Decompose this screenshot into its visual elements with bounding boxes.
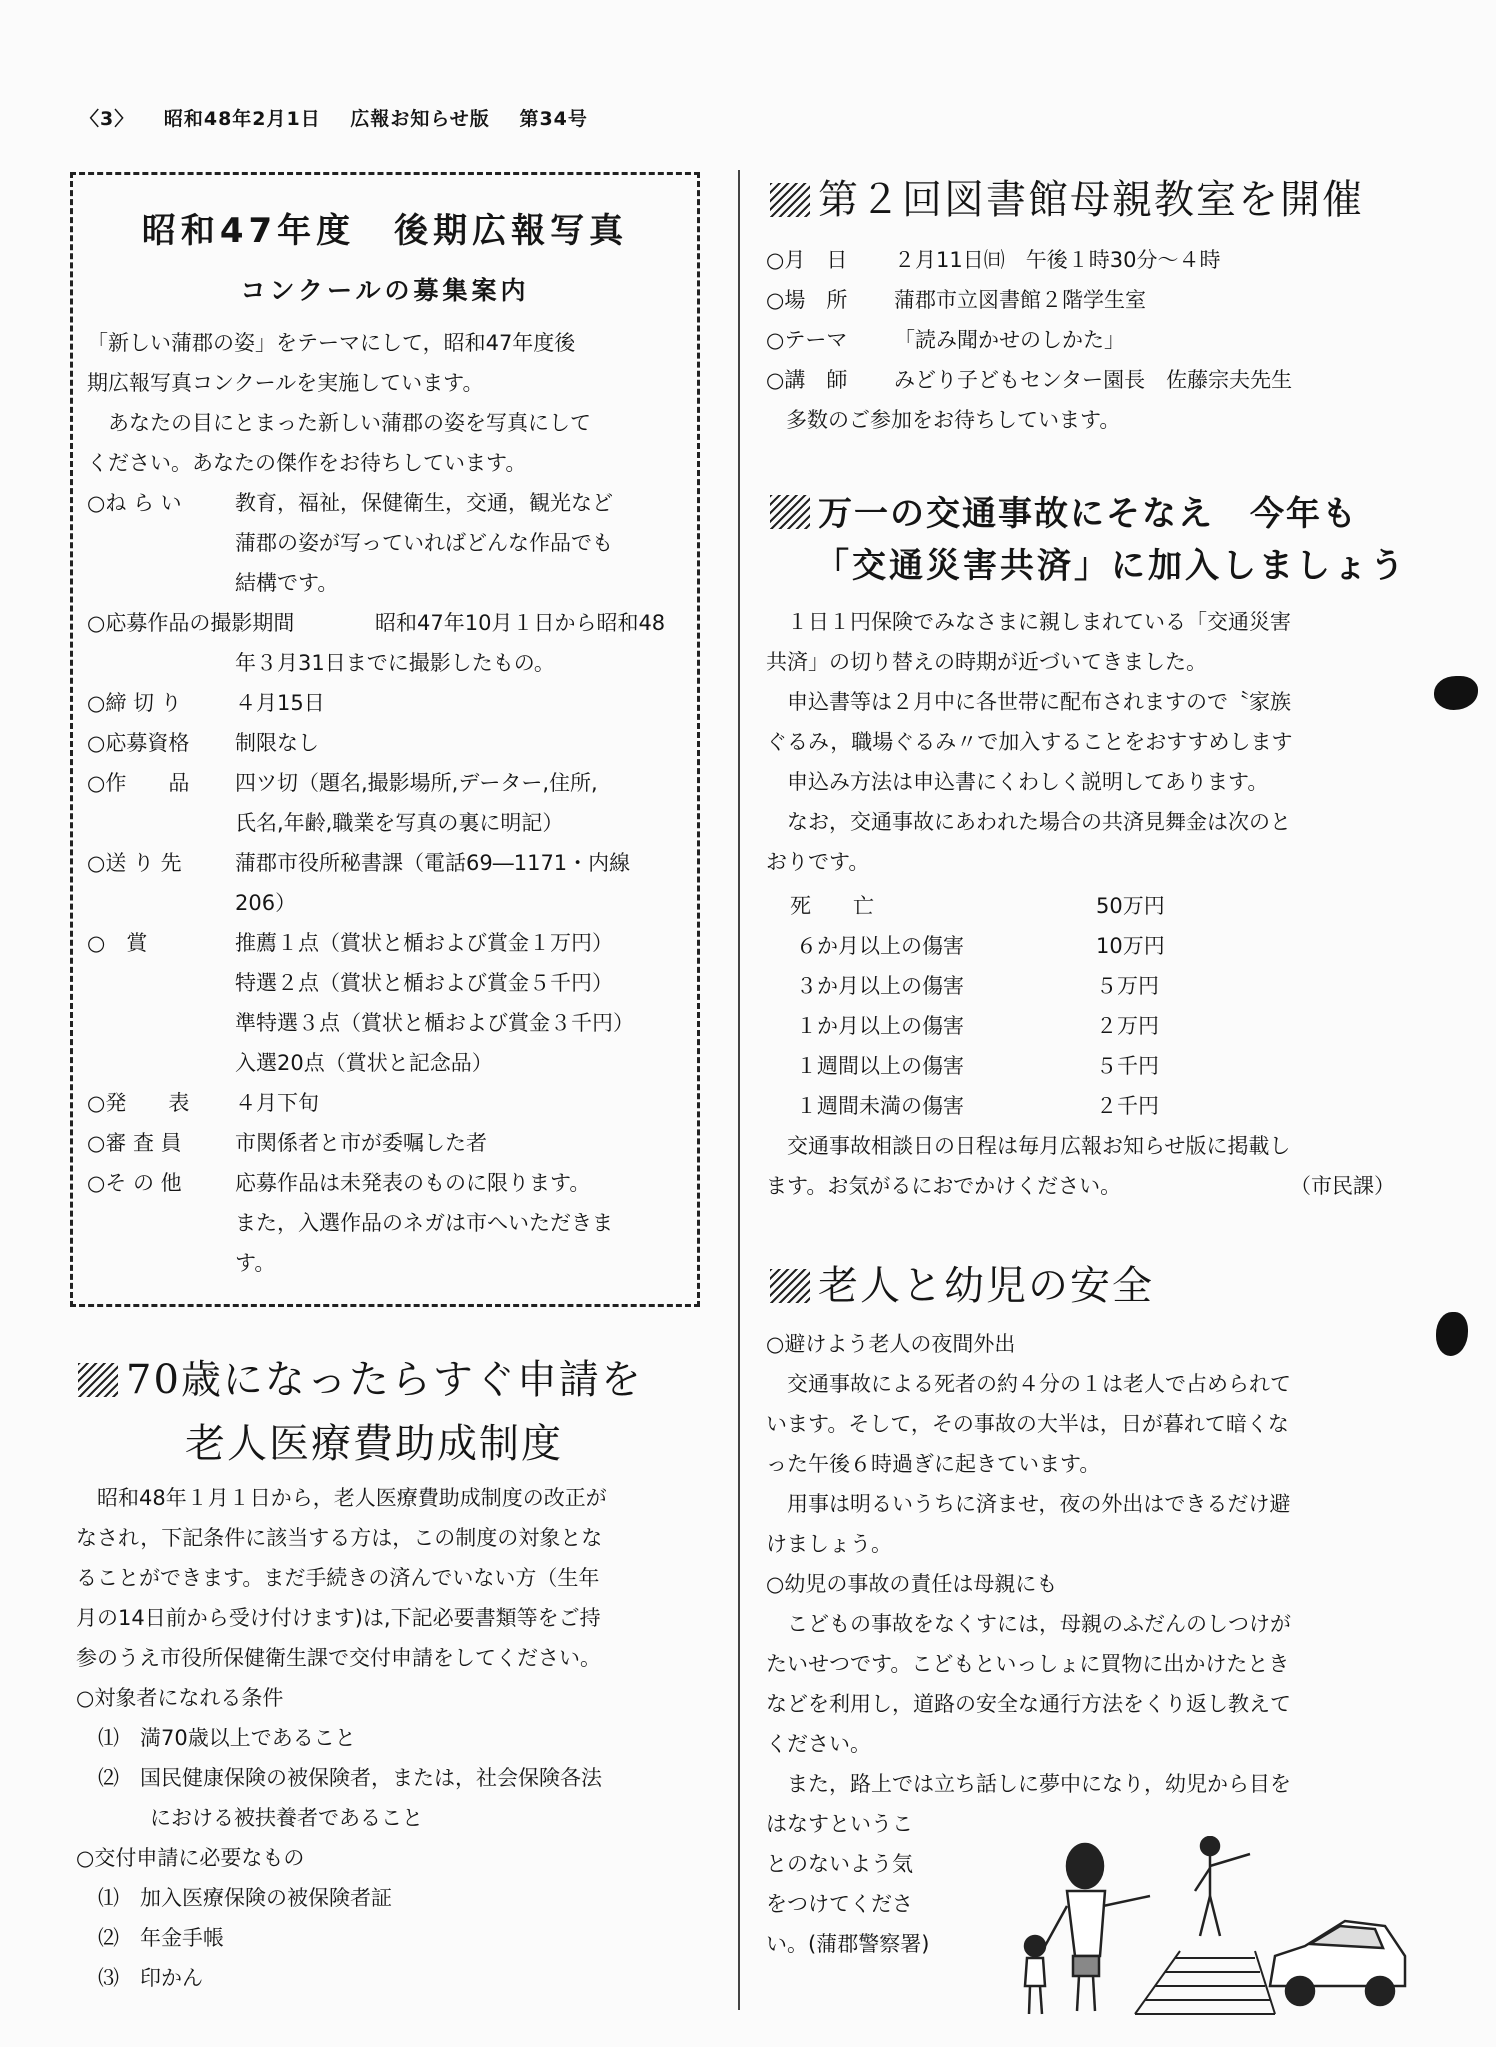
table-amount: 10万円 xyxy=(1096,934,1165,958)
table-amount: ５万円 xyxy=(1096,974,1159,998)
issue-number: 第34号 xyxy=(519,108,588,130)
body-line: なお，交通事故にあわれた場合の共済見舞金は次のと xyxy=(766,810,1291,834)
row-value: ２月11日㈰ 午後１時30分～４時 xyxy=(894,248,1221,272)
detail-label: ○応募作品の撮影期間 xyxy=(87,611,295,635)
body-line: 共済」の切り替えの時期が近づいてきました。 xyxy=(766,650,1207,674)
detail-line: 昭和47年10月１日から昭和48 xyxy=(375,611,666,635)
item-number: ⑶ xyxy=(98,1966,119,1990)
detail-label: ○発 表 xyxy=(87,1091,190,1115)
row-value: 蒲郡市立図書館２階学生室 xyxy=(894,288,1146,312)
child-figure xyxy=(1025,1936,1045,2014)
body-line: はなすというこ xyxy=(766,1812,913,1836)
item-text: 加入医療保険の被保険者証 xyxy=(140,1886,392,1910)
body-line: い。(蒲郡警察署) xyxy=(766,1932,930,1956)
traffic-insurance-title xyxy=(770,486,1358,535)
body-line: います。そして，その事故の大半は，日が暮れて暗くな xyxy=(766,1412,1289,1436)
detail-other xyxy=(87,1163,687,1283)
body-line: った午後６時過ぎに起きています。 xyxy=(766,1452,1101,1476)
detail-label: ○そ の 他 xyxy=(87,1171,182,1195)
item-text: 印かん xyxy=(140,1966,203,1990)
photo-contest-title: 昭和47年度 後期広報写真 xyxy=(141,211,629,251)
body-line: 昭和48年１月１日から，老人医療費助成制度の改正が xyxy=(76,1486,607,1510)
item-number: ⑴ xyxy=(98,1726,119,1750)
row-label: ○テーマ xyxy=(766,328,848,352)
detail-line: また，入選作品のネガは市へいただきま xyxy=(235,1211,613,1235)
hatch-mark-icon xyxy=(770,183,810,217)
ink-blot xyxy=(1434,676,1478,710)
detail-label: ○ね ら い xyxy=(87,491,182,515)
body-line: けましょう。 xyxy=(766,1532,892,1556)
condition-continuation: における被扶養者であること xyxy=(150,1806,423,1830)
detail-label: ○作 品 xyxy=(87,771,190,795)
detail-eligibility xyxy=(87,723,687,763)
compensation-table xyxy=(790,882,1210,1122)
intro-line: 期広報写真コンクールを実施しています。 xyxy=(87,371,484,395)
table-amount: ２千円 xyxy=(1096,1094,1159,1118)
detail-label: ○送 り 先 xyxy=(87,851,182,875)
detail-period xyxy=(87,603,687,683)
conditions-heading: ○対象者になれる条件 xyxy=(76,1686,284,1710)
detail-deadline xyxy=(87,683,687,723)
library-closing: 多数のご参加をお待ちしています。 xyxy=(786,408,1121,432)
detail-line: 制限なし xyxy=(235,731,319,755)
detail-line: 氏名,年齢,職業を写真の裏に明記） xyxy=(235,811,564,835)
photo-contest-subtitle: コンクールの募集案内 xyxy=(240,276,530,305)
doc-item xyxy=(76,1918,607,1958)
mother-figure xyxy=(1045,1844,1150,2011)
detail-line: す。 xyxy=(235,1251,276,1275)
body-line: 交通事故相談日の日程は毎月広報お知らせ版に掲載し xyxy=(766,1134,1291,1158)
item-number: ⑵ xyxy=(98,1766,119,1790)
table-amount: 50万円 xyxy=(1096,894,1165,918)
detail-line: 四ツ切（題名,撮影場所,データー,住所, xyxy=(235,771,598,795)
crosswalk xyxy=(1135,1951,1275,2014)
library-details xyxy=(766,240,1446,440)
detail-aim xyxy=(87,483,687,603)
page-header xyxy=(80,104,610,131)
safety-subheading: ○避けよう老人の夜間外出 xyxy=(766,1332,1016,1356)
elderly-medical-subtitle: 老人医療費助成制度 xyxy=(185,1421,563,1467)
body-line: 交通事故による死者の約４分の１は老人で占められて xyxy=(766,1372,1291,1396)
body-line: 月の14日前から受け付けます)は,下記必要書類等をご持 xyxy=(76,1606,601,1630)
detail-label: ○ 賞 xyxy=(87,931,148,955)
body-line: などを利用し，道路の安全な通行方法をくり返し教えて xyxy=(766,1692,1291,1716)
detail-work xyxy=(87,763,687,843)
detail-label: ○締 切 り xyxy=(87,691,182,715)
table-label: ３か月以上の傷害 xyxy=(796,974,964,998)
detail-line: 蒲郡の姿が写っていればどんな作品でも xyxy=(235,531,613,555)
car-icon xyxy=(1270,1921,1405,2005)
body-line: たいせつです。こどもといっしょに買物に出かけたとき xyxy=(766,1652,1290,1676)
body-line: をつけてくださ xyxy=(766,1892,913,1916)
safety-subheading: ○幼児の事故の責任は母親にも xyxy=(766,1572,1058,1596)
traffic-insurance-subtitle: 「交通災害共済」に加入しましょう xyxy=(815,546,1407,586)
row-value: みどり子どもセンター園長 佐藤宗夫先生 xyxy=(894,368,1293,392)
row-label: ○場 所 xyxy=(766,288,848,312)
detail-line: 蒲郡市役所秘書課（電話69―1171・内線 xyxy=(235,851,631,875)
doc-item xyxy=(76,1958,607,1998)
ink-blot xyxy=(1436,1312,1468,1356)
hatch-mark-icon xyxy=(770,495,810,529)
intro-line: あなたの目にとまった新しい蒲郡の姿を写真にして xyxy=(87,411,591,435)
body-line: 参のうえ市役所保健衛生課で交付申請をしてください。 xyxy=(76,1646,601,1670)
traffic-insurance-body xyxy=(766,602,1292,882)
publication-name: 広報お知らせ版 xyxy=(350,108,490,130)
library-title xyxy=(770,168,1364,225)
body-line: おりです。 xyxy=(766,850,870,874)
column-divider xyxy=(738,170,740,2010)
body-line: 用事は明るいうちに済ませ，夜の外出はできるだけ避 xyxy=(766,1492,1291,1516)
body-line: また，路上では立ち話しに夢中になり，幼児から目を xyxy=(766,1772,1291,1796)
item-number: ⑴ xyxy=(98,1886,119,1910)
safety-title xyxy=(770,1254,1154,1311)
table-label: １か月以上の傷害 xyxy=(796,1014,964,1038)
item-text: 年金手帳 xyxy=(140,1926,224,1950)
traffic-insurance-footer xyxy=(766,1126,1290,1206)
body-line: ます。お気がるにおでかけください。 xyxy=(766,1174,1122,1198)
elderly-medical-title xyxy=(78,1348,643,1405)
title-text: 老人と幼児の安全 xyxy=(818,1263,1154,1309)
detail-line: 応募作品は未発表のものに限ります。 xyxy=(235,1171,591,1195)
library-row xyxy=(766,320,1446,360)
docs-heading: ○交付申請に必要なもの xyxy=(76,1846,305,1870)
body-line: とのないよう気 xyxy=(766,1852,913,1876)
body-line: 申込み方法は申込書にくわしく説明してあります。 xyxy=(766,770,1269,794)
body-line: 申込書等は２月中に各世帯に配布されますので〝家族 xyxy=(766,690,1291,714)
contest-details xyxy=(87,483,687,1283)
table-amount: ２万円 xyxy=(1096,1014,1159,1038)
detail-line: 入選20点（賞状と記念品） xyxy=(235,1051,493,1075)
table-label: １週間未満の傷害 xyxy=(796,1094,964,1118)
intro-line: 「新しい蒲郡の姿」をテーマにして，昭和47年度後 xyxy=(87,331,576,355)
department-credit: （市民課） xyxy=(1290,1174,1395,1198)
body-line: ることができます。まだ手続きの済んでいない方（生年 xyxy=(76,1566,600,1590)
detail-line: 年３月31日までに撮影したもの。 xyxy=(235,651,555,675)
detail-label: ○応募資格 xyxy=(87,731,190,755)
item-number: ⑵ xyxy=(98,1926,119,1950)
detail-label: ○審 査 員 xyxy=(87,1131,182,1155)
table-label: ６か月以上の傷害 xyxy=(796,934,964,958)
detail-line: 特選２点（賞状と楯および賞金５千円） xyxy=(235,971,613,995)
title-text: 万一の交通事故にそなえ 今年も xyxy=(818,494,1358,534)
doc-item xyxy=(76,1878,607,1918)
traffic-safety-illustration xyxy=(1005,1836,1410,2021)
condition-item xyxy=(76,1758,607,1798)
detail-line: 教育，福祉，保健衛生，交通，観光など xyxy=(235,491,613,515)
detail-line: 206） xyxy=(235,891,297,915)
detail-prizes xyxy=(87,923,687,1083)
detail-line: ４月下旬 xyxy=(235,1091,319,1115)
library-row xyxy=(766,240,1446,280)
row-value: 「読み聞かせのしかた」 xyxy=(894,328,1125,352)
body-line: こどもの事故をなくすには，母親のふだんのしつけが xyxy=(766,1612,1291,1636)
table-label: １週間以上の傷害 xyxy=(796,1054,964,1078)
detail-destination xyxy=(87,843,687,923)
detail-line: 推薦１点（賞状と楯および賞金１万円） xyxy=(235,931,613,955)
detail-line: 市関係者と市が委嘱した者 xyxy=(235,1131,487,1155)
condition-item xyxy=(76,1718,607,1758)
detail-announcement xyxy=(87,1083,687,1123)
table-label: 死 亡 xyxy=(790,894,874,918)
title-text: 70歳になったらすぐ申請を xyxy=(126,1357,643,1403)
body-line: ぐるみ，職場ぐるみ〃で加入することをおすすめします xyxy=(766,730,1293,754)
body-line: ください。 xyxy=(766,1732,871,1756)
library-row xyxy=(766,280,1446,320)
elderly-medical-body xyxy=(76,1478,607,1998)
body-line: なされ，下記条件に該当する方は，この制度の対象とな xyxy=(76,1526,603,1550)
detail-line: 準特選３点（賞状と楯および賞金３千円） xyxy=(235,1011,634,1035)
page-number: 〈3〉 xyxy=(80,108,135,130)
item-text: 国民健康保険の被保険者，または，社会保険各法 xyxy=(140,1766,602,1790)
hatch-mark-icon xyxy=(770,1269,810,1303)
title-text: 第２回図書館母親教室を開催 xyxy=(818,177,1364,223)
table-amount: ５千円 xyxy=(1096,1054,1159,1078)
library-row xyxy=(766,360,1446,400)
photo-contest-notice xyxy=(70,172,700,1307)
pedestrian-figure xyxy=(1195,1837,1250,1936)
detail-judges xyxy=(87,1123,687,1163)
issue-date: 昭和48年2月1日 xyxy=(163,108,321,130)
row-label: ○月 日 xyxy=(766,248,848,272)
photo-contest-intro xyxy=(87,323,591,483)
hatch-mark-icon xyxy=(78,1363,118,1397)
row-label: ○講 師 xyxy=(766,368,848,392)
item-text: 満70歳以上であること xyxy=(140,1726,356,1750)
intro-line: ください。あなたの傑作をお待ちしています。 xyxy=(87,451,527,475)
body-line: １日１円保険でみなさまに親しまれている「交通災害 xyxy=(766,610,1291,634)
detail-line: 結構です。 xyxy=(235,571,339,595)
detail-line: ４月15日 xyxy=(235,691,325,715)
